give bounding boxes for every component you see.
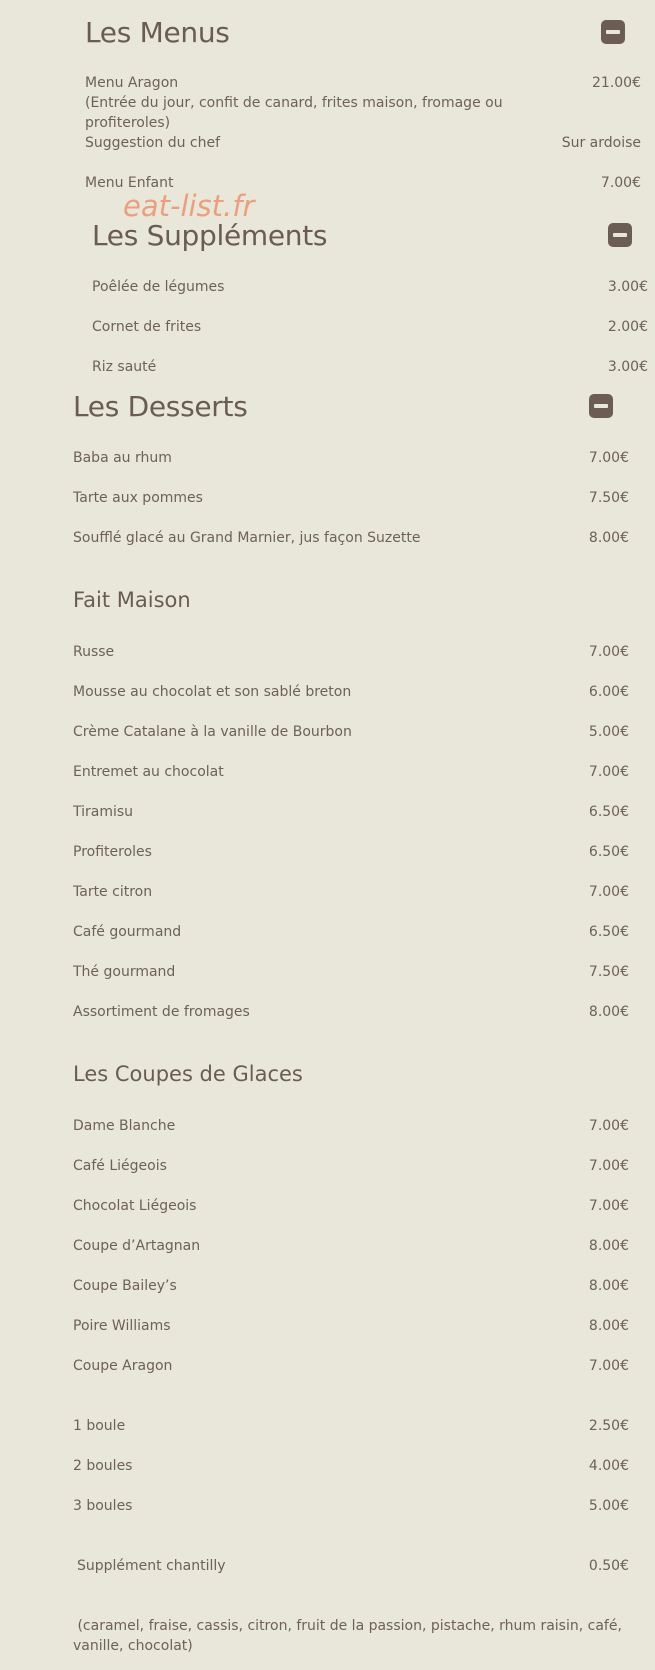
item-price: 6.50€: [588, 804, 629, 820]
list-item: [73, 528, 629, 548]
menus-title: Les Menus: [85, 16, 230, 49]
item-price: 8.00€: [588, 1004, 629, 1020]
item-price: 4.00€: [588, 1458, 629, 1474]
item-name: Café Liégeois: [73, 1158, 167, 1174]
item-name: Poêlée de légumes: [92, 279, 225, 295]
list-item: [73, 1002, 629, 1022]
fait-maison-title: Fait Maison: [73, 588, 191, 612]
list-item: [92, 277, 648, 297]
item-name: Dame Blanche: [73, 1118, 176, 1134]
item-name: Assortiment de fromages: [73, 1004, 250, 1020]
list-item: [73, 1276, 629, 1296]
item-name: Cornet de frites: [92, 319, 202, 335]
list-item: [73, 1356, 629, 1376]
item-price: 8.00€: [588, 1318, 629, 1334]
item-price: 3.00€: [607, 279, 648, 295]
item-price: 5.00€: [588, 724, 629, 740]
list-item: [73, 722, 629, 742]
item-price: 7.00€: [588, 1358, 629, 1374]
item-name: Crème Catalane à la vanille de Bourbon: [73, 724, 352, 740]
menus-collapse-icon[interactable]: [601, 20, 625, 44]
item-name: Entremet au chocolat: [73, 764, 224, 780]
flavours-note: (caramel, fraise, cassis, citron, fruit de la passion, pistache, rhum raisin, café, vanille, chocolat): [73, 1618, 627, 1654]
item-price: 6.50€: [588, 924, 629, 940]
item-name: Russe: [73, 644, 115, 660]
item-price: 5.00€: [588, 1498, 629, 1514]
item-price: 21.00€: [592, 75, 641, 91]
supplements-title: Les Suppléments: [92, 219, 328, 252]
item-name: Coupe d’Artagnan: [73, 1238, 201, 1254]
item-name: Profiteroles: [73, 844, 152, 860]
item-name: 2 boules: [73, 1458, 133, 1474]
list-item: [73, 1416, 629, 1436]
item-price: 7.00€: [588, 1198, 629, 1214]
item-name: Menu Aragon: [85, 75, 179, 91]
item-price: 8.00€: [588, 1238, 629, 1254]
item-price: 7.00€: [588, 1158, 629, 1174]
list-item: [92, 357, 648, 377]
item-name: Tarte aux pommes: [73, 490, 203, 506]
item-price: 7.00€: [600, 175, 641, 191]
item-price: 3.00€: [607, 359, 648, 375]
item-name: 3 boules: [73, 1498, 133, 1514]
item-name: Thé gourmand: [73, 964, 176, 980]
item-price: Sur ardoise: [561, 135, 641, 151]
item-name: Soufflé glacé au Grand Marnier, jus façon Suzette: [73, 530, 421, 546]
item-price: 7.00€: [588, 884, 629, 900]
item-name: Riz sauté: [92, 359, 157, 375]
item-price: 2.50€: [588, 1418, 629, 1434]
item-name: Poire Williams: [73, 1318, 171, 1334]
item-price: 0.50€: [588, 1558, 629, 1574]
list-item: [73, 1556, 629, 1576]
item-name: Suggestion du chef: [85, 135, 221, 151]
item-name: 1 boule: [73, 1418, 126, 1434]
list-item: [85, 73, 641, 133]
list-item: [85, 133, 641, 153]
list-item: [73, 448, 629, 468]
list-item: [73, 488, 629, 508]
item-price: 2.00€: [607, 319, 648, 335]
watermark-logo: eat-list.fr: [123, 189, 255, 223]
item-name: Baba au rhum: [73, 450, 172, 466]
list-item: [73, 1496, 629, 1516]
item-name: Chocolat Liégeois: [73, 1198, 197, 1214]
item-price: 7.00€: [588, 1118, 629, 1134]
list-item: [73, 1456, 629, 1476]
item-name: Mousse au chocolat et son sablé breton: [73, 684, 352, 700]
item-price: 7.00€: [588, 450, 629, 466]
supplements-collapse-icon[interactable]: [608, 223, 632, 247]
item-price: 7.50€: [588, 490, 629, 506]
list-item: [73, 642, 629, 662]
item-price: 7.50€: [588, 964, 629, 980]
list-item: [73, 922, 629, 942]
item-price: 8.00€: [588, 1278, 629, 1294]
item-name: Coupe Bailey’s: [73, 1278, 177, 1294]
list-item: [73, 762, 629, 782]
list-item: [73, 682, 629, 702]
list-item: [92, 317, 648, 337]
list-item: [73, 1116, 629, 1136]
list-item: [73, 842, 629, 862]
desserts-title: Les Desserts: [73, 390, 248, 423]
item-description: (Entrée du jour, confit de canard, frites maison, fromage ou profiteroles): [85, 95, 503, 131]
item-name: Supplément chantilly: [77, 1558, 226, 1574]
item-name: Tarte citron: [73, 884, 153, 900]
list-item: [73, 962, 629, 982]
list-item: [73, 1316, 629, 1336]
list-item: [73, 1236, 629, 1256]
item-price: 7.00€: [588, 764, 629, 780]
item-price: 8.00€: [588, 530, 629, 546]
list-item: [73, 1156, 629, 1176]
coupes-title: Les Coupes de Glaces: [73, 1062, 303, 1086]
item-name: Menu Enfant: [85, 175, 174, 191]
list-item: [73, 882, 629, 902]
item-price: 7.00€: [588, 644, 629, 660]
item-name: Café gourmand: [73, 924, 182, 940]
desserts-collapse-icon[interactable]: [589, 394, 613, 418]
item-price: 6.00€: [588, 684, 629, 700]
list-item: [73, 802, 629, 822]
list-item: [73, 1196, 629, 1216]
item-name: Tiramisu: [73, 804, 134, 820]
item-price: 6.50€: [588, 844, 629, 860]
item-name: Coupe Aragon: [73, 1358, 173, 1374]
